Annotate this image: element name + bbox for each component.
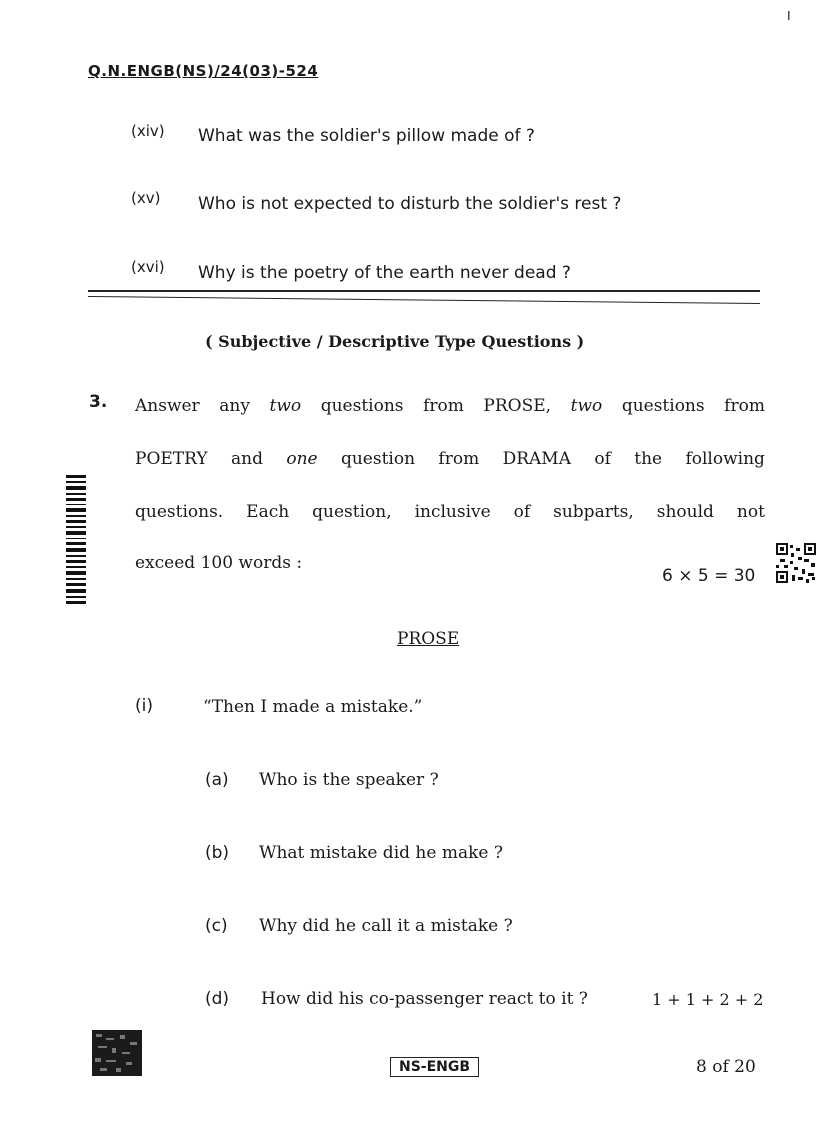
word: and — [231, 449, 263, 469]
word: from — [423, 396, 464, 416]
word: questions. — [135, 502, 224, 522]
question-3-marks: 6 × 5 = 30 — [662, 566, 756, 586]
section-heading: ( Subjective / Descriptive Type Questions ) — [205, 332, 585, 351]
question-3-line-1 — [135, 396, 765, 416]
word-italic: one — [286, 449, 318, 469]
printer-mark-icon — [92, 1030, 142, 1076]
subpart-d-label: (d) — [205, 989, 230, 1009]
word: subparts, — [553, 502, 634, 522]
question-number-xvi: (xvi) — [131, 258, 165, 276]
question-3-line-3 — [135, 502, 765, 522]
question-3-line-2 — [135, 449, 765, 469]
word: from — [438, 449, 480, 469]
marks-split: 1 + 1 + 2 + 2 — [652, 990, 764, 1009]
word: following — [685, 449, 765, 469]
section-divider — [88, 290, 760, 292]
word: not — [736, 502, 765, 522]
word: from — [724, 396, 765, 416]
subpart-d-text: How did his co-passenger react to it ? — [261, 989, 588, 1009]
subpart-a-label: (a) — [205, 770, 229, 790]
prose-question-quote: “Then I made a mistake.” — [203, 697, 423, 717]
question-text-xv: Who is not expected to disturb the soldier's rest ? — [198, 194, 622, 214]
qr-code-icon — [776, 543, 816, 583]
question-number-xiv: (xiv) — [131, 122, 165, 140]
word-italic: two — [269, 396, 302, 416]
question-number-xv: (xv) — [131, 189, 161, 207]
word: any — [219, 396, 250, 416]
word: DRAMA — [502, 449, 571, 469]
prose-heading: PROSE — [397, 629, 460, 649]
paper-code: Q.N.ENGB(NS)/24(03)-524 — [88, 62, 319, 80]
word: inclusive — [414, 502, 491, 522]
word: PROSE, — [483, 396, 552, 416]
word: should — [656, 502, 714, 522]
word: Answer — [135, 396, 200, 416]
word-italic: two — [570, 396, 603, 416]
question-3-line-4: exceed 100 words : — [135, 553, 303, 573]
question-text-xiv: What was the soldier's pillow made of ? — [198, 126, 535, 146]
word: of — [594, 449, 611, 469]
footer-code: NS-ENGB — [390, 1057, 479, 1077]
question-text-xvi: Why is the poetry of the earth never dead ? — [198, 263, 571, 283]
subpart-b-text: What mistake did he make ? — [259, 843, 503, 863]
prose-question-number: (i) — [135, 696, 153, 716]
corner-mark: I — [787, 8, 791, 23]
subpart-b-label: (b) — [205, 843, 230, 863]
section-divider-second — [88, 296, 760, 304]
word: question, — [312, 502, 392, 522]
word: Each — [246, 502, 290, 522]
barcode-icon — [66, 475, 86, 607]
word: POETRY — [135, 449, 208, 469]
word: the — [634, 449, 663, 469]
word: of — [513, 502, 531, 522]
subpart-c-label: (c) — [205, 916, 228, 936]
subpart-c-text: Why did he call it a mistake ? — [259, 916, 513, 936]
question-3-number: 3. — [89, 392, 108, 412]
word: questions — [621, 396, 705, 416]
subpart-a-text: Who is the speaker ? — [259, 770, 439, 790]
word: question — [340, 449, 416, 469]
page-number: 8 of 20 — [696, 1057, 756, 1077]
word: questions — [320, 396, 404, 416]
